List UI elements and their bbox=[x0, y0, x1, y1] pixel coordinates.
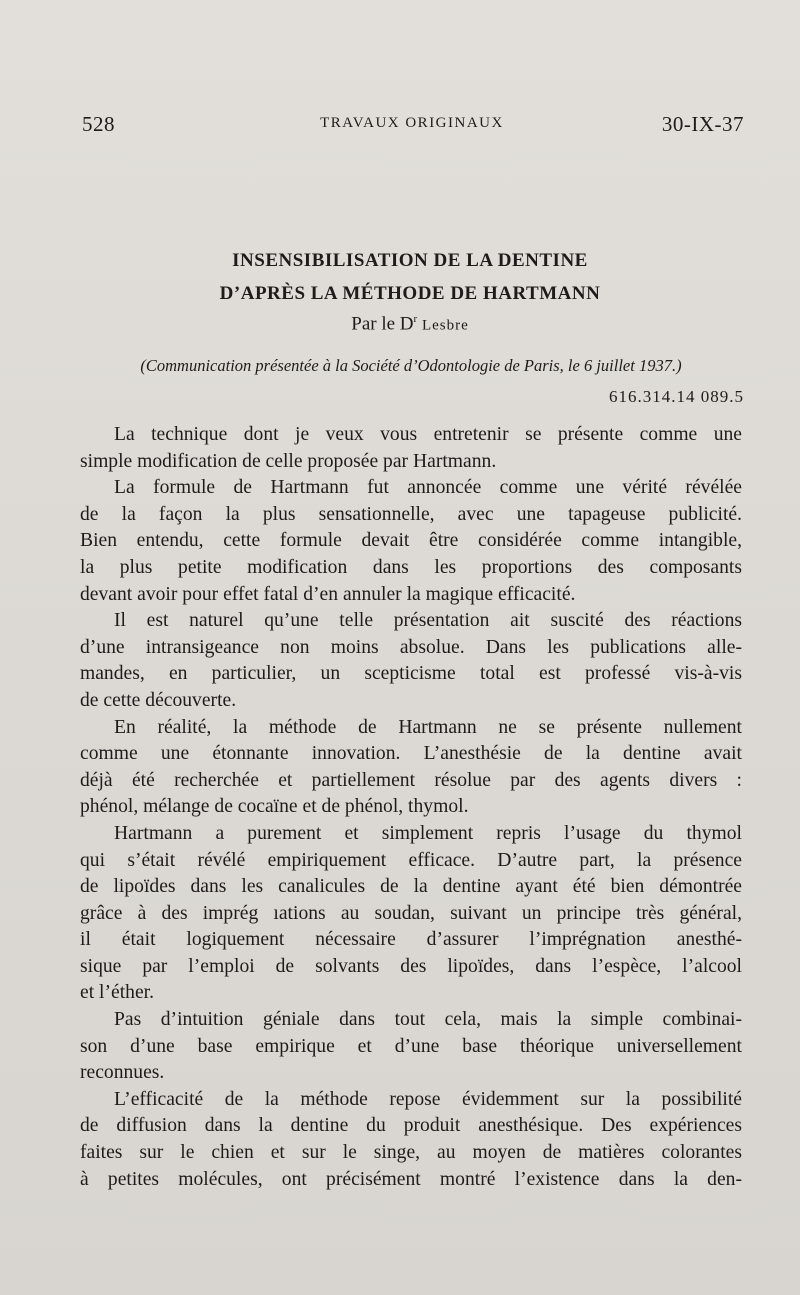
body-line: faites sur le chien et sur le singe, au moyen de matières colorantes bbox=[80, 1142, 742, 1164]
body-line: phénol, mélange de cocaïne et de phénol, thymol. bbox=[80, 796, 469, 818]
running-header bbox=[82, 112, 742, 142]
body-line: de lipoïdes dans les canalicules de la dentine ayant été bien démontrée bbox=[80, 876, 742, 898]
article-title bbox=[80, 244, 740, 310]
body-line: Hartmann a purement et simplement repris l’usage du thymol bbox=[114, 822, 742, 844]
body-line: sique par l’emploi de solvants des lipoïdes, dans l’espèce, l’alcool bbox=[80, 955, 742, 977]
body-line: devant avoir pour effet fatal d’en annuler la magique efficacité. bbox=[80, 583, 576, 605]
body-line: La technique dont je veux vous entretenir se présente comme une bbox=[114, 424, 742, 445]
author-prefix: Par le D bbox=[351, 313, 414, 335]
body-line: L’efficacité de la méthode repose évidemment sur la possibilité bbox=[114, 1088, 742, 1110]
body-line: Il est naturel qu’une telle présentation ait suscité des réactions bbox=[114, 610, 742, 632]
body-line: à petites molécules, ont précisément montré l’existence dans la den- bbox=[80, 1168, 742, 1190]
issue-date: 30-IX-37 bbox=[661, 112, 744, 136]
body-line: et l’éther. bbox=[80, 982, 154, 1004]
body-line: son d’une base empirique et d’une base théorique universellement bbox=[80, 1035, 742, 1057]
author-line bbox=[80, 313, 740, 335]
body-line: La formule de Hartmann fut annoncée comme une vérité révélée bbox=[114, 477, 742, 499]
body-line: grâce à des imprég ıations au soudan, suivant un principe très général, bbox=[80, 902, 742, 924]
author-title-superscript: r bbox=[413, 313, 418, 325]
communication-note: (Communication présentée à la Société d’Odontologie de Paris, le 6 juillet 1937.) bbox=[140, 356, 682, 375]
article-body bbox=[80, 422, 742, 1193]
classification-code: 616.314.14 089.5 bbox=[609, 387, 744, 406]
body-line: de la façon la plus sensationnelle, avec une tapageuse publicité. bbox=[80, 503, 742, 525]
author-name: Lesbre bbox=[421, 317, 469, 334]
body-line: déjà été recherchée et partiellement résolue par des agents divers : bbox=[80, 769, 742, 791]
body-line: qui s’était révélé empiriquement efficace. D’autre part, la présence bbox=[80, 849, 742, 871]
body-line: d’une intransigeance non moins absolue. Dans les publications alle- bbox=[80, 636, 742, 658]
body-line: de cette découverte. bbox=[80, 689, 237, 711]
body-line: la plus petite modification dans les proportions des composants bbox=[80, 556, 742, 578]
section-title: TRAVAUX ORIGINAUX bbox=[320, 115, 504, 131]
page-number: 528 bbox=[82, 112, 115, 136]
body-line: reconnues. bbox=[80, 1062, 165, 1084]
body-line: simple modification de celle proposée par Hartmann. bbox=[80, 450, 497, 472]
body-line: Bien entendu, cette formule devait être considérée comme intangible, bbox=[80, 530, 742, 552]
body-line: il était logiquement nécessaire d’assurer l’imprégnation anesthé- bbox=[80, 929, 742, 951]
body-line: de diffusion dans la dentine du produit anesthésique. Des expériences bbox=[80, 1115, 742, 1137]
body-line: mandes, en particulier, un scepticisme total est professé vis-à-vis bbox=[80, 663, 742, 685]
body-line: Pas d’intuition géniale dans tout cela, mais la simple combinai- bbox=[114, 1009, 742, 1031]
body-line: En réalité, la méthode de Hartmann ne se présente nullement bbox=[114, 716, 742, 738]
body-line: comme une étonnante innovation. L’anesthésie de la dentine avait bbox=[80, 743, 742, 765]
title-line-2: D’APRÈS LA MÉTHODE DE HARTMANN bbox=[219, 283, 601, 304]
title-line-1: INSENSIBILISATION DE LA DENTINE bbox=[232, 250, 588, 271]
